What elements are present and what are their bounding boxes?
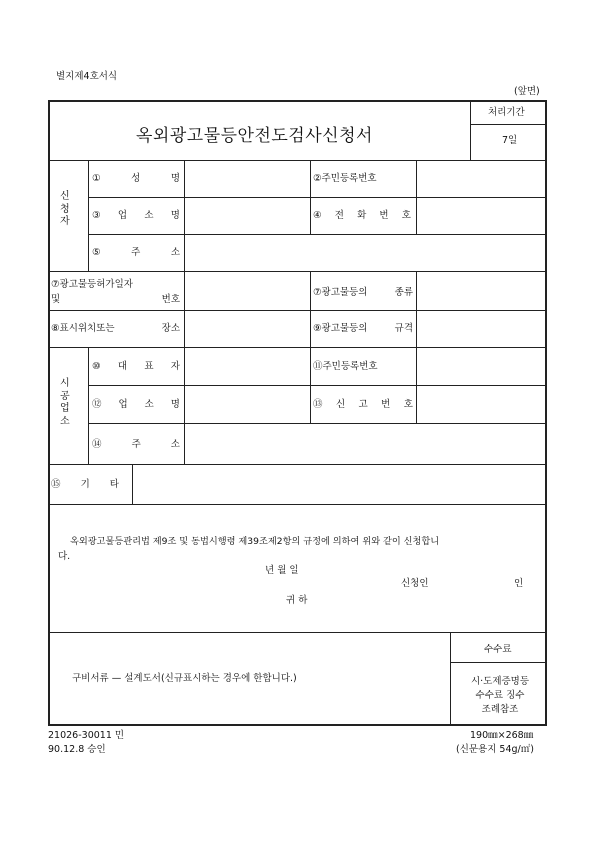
label-number: ③ [92,210,101,221]
other-label [51,480,119,490]
contractor-business-label [92,400,180,410]
label-number: ⑭ [92,439,102,450]
label-number: ⑤ [92,247,101,258]
permit-date-number-field[interactable] [186,273,309,309]
applicant-rrn-field[interactable] [418,162,544,196]
form-code: 21026-30011 민 [48,730,125,741]
ad-type-field[interactable] [418,273,544,309]
fee-label: 수수료 [484,644,512,655]
application-statement-cont: 다. [58,551,71,562]
vrule-contractor-group [88,347,89,464]
processing-divider [470,100,471,160]
front-side-label: (앞면) [514,86,540,97]
vrule-mid-2 [416,160,417,234]
applicant-address-label [92,248,180,258]
date-line: 년 월 일 [265,565,299,576]
label-char: 소 [144,399,154,410]
contractor-rrn-label: ⑪주민등록번호 [313,361,378,372]
vrule-fee [450,632,451,724]
group-char: 공 [60,390,70,402]
contractor-registration-label [313,400,413,410]
processing-period-value: 7일 [502,135,518,146]
form-title: 옥외광고물등안전도검사신청서 [136,126,373,146]
label-number: ① [92,173,101,184]
label-char: 타 [109,479,119,490]
form-number-label: 별지제4호서식 [56,71,118,82]
label-number: ⑩ [92,361,101,372]
label-part: ⑧표시위치또는 [51,323,115,334]
vrule-mid-5 [310,347,311,423]
label-part: 및 [51,294,61,305]
contractor-rep-label [92,362,180,372]
label-number: ⑮ [51,479,61,490]
vrule-mid-4 [416,271,417,347]
rule-8 [88,423,546,424]
label-char: 업 [118,399,128,410]
fee-line: 조례참조 [481,704,519,715]
label-char: 자 [170,361,180,372]
location-field[interactable] [186,312,309,346]
label-char: 명 [170,210,180,221]
applicant-business-label [92,211,180,221]
vrule-mid-6 [416,347,417,423]
frame-bottom [48,724,547,726]
label-char: 화 [357,210,367,221]
paper-size: 190㎜×268㎜ [470,730,534,741]
label-char: 신 [335,399,346,410]
applicant-name-field[interactable] [186,162,309,196]
label-char: 표 [144,361,154,372]
ad-size-field[interactable] [418,312,544,346]
contractor-address-label [92,440,180,450]
label-char: 전 [334,210,344,221]
contractor-registration-field[interactable] [418,387,544,422]
applicant-phone-field[interactable] [418,199,544,233]
rule-fee [450,662,546,663]
ad-type-label [313,288,413,298]
fee-details [460,675,540,717]
label-char: 번 [379,210,389,221]
label-char: 기 [80,479,90,490]
frame-top [48,100,547,102]
label-char: 소 [144,210,154,221]
rule-1 [48,160,546,161]
rule-10 [48,504,546,505]
applicant-sign-label: 신청인 [401,578,429,589]
label-char: 호 [403,399,413,410]
vrule-mid-1 [310,160,311,234]
label-char: 주 [131,439,141,450]
label-number: ⑬ [313,399,323,410]
label-part: 종류 [394,287,413,298]
vrule-label-col [184,160,185,464]
other-field[interactable] [134,466,544,503]
applicant-sign-field[interactable] [435,574,510,592]
label-char: 명 [170,399,180,410]
applicant-name-label [92,174,180,184]
rule-3 [88,234,546,235]
label-char: 성 [131,173,141,184]
rule-6 [48,347,546,348]
label-char: 소 [170,247,180,258]
label-part: 장소 [161,323,180,334]
contractor-address-field[interactable] [186,425,544,463]
group-char: 업 [60,403,70,414]
fee-line: 수수료 징수 [475,690,525,701]
addressee-label: 귀 하 [286,595,308,606]
vrule-mid-3 [310,271,311,347]
label-number: ⑫ [92,399,102,410]
ad-size-label [313,324,413,334]
label-char: 명 [170,173,180,184]
application-statement: 옥외광고물등관리법 제9조 및 동법시행령 제39조제2항의 규정에 의하여 위와 같이 신청합니 [70,536,440,547]
label-part: ⑦광고물등의 [313,287,368,298]
contractor-rrn-field[interactable] [418,349,544,384]
location-label [51,324,180,334]
rule-11 [48,632,546,633]
label-part: ⑨광고물등의 [313,323,368,334]
label-part: 규격 [394,323,413,334]
applicant-phone-label [313,211,411,221]
rule-9 [48,464,546,465]
label-char: 업 [117,210,128,221]
applicant-business-field[interactable] [186,199,309,233]
rule-7 [88,385,546,386]
label-char: 번 [381,399,391,410]
rule-2 [88,197,546,198]
label-char: 호 [401,210,411,221]
group-char: 신 [60,191,70,202]
rule-4 [48,271,546,272]
label-char: 주 [131,247,141,258]
label-char: 소 [170,439,180,450]
applicant-rrn-label: ②주민등록번호 [313,173,377,184]
group-char: 시 [60,378,70,389]
paper-type: (신문용지 54g/㎡) [456,744,534,755]
group-char: 청 [60,203,70,215]
group-char: 자 [60,216,70,227]
contractor-business-field[interactable] [186,387,309,422]
permit-label-line1: ⑦광고물등허가일자 [51,279,133,290]
vrule-other [132,464,133,504]
label-char: 고 [358,399,368,410]
required-documents: 구비서류 — 설계도서(신규표시하는 경우에 한합니다.) [72,673,297,684]
seal-label: 인 [514,578,524,589]
rule-5 [48,310,546,311]
processing-divider-h [470,124,546,125]
group-char: 소 [60,415,70,427]
permit-label-line2 [51,295,180,305]
approval-date: 90.12.8 승인 [48,744,106,755]
processing-period-label: 처리기간 [488,107,525,118]
vrule-applicant-group [88,160,89,271]
contractor-group-label [60,378,70,428]
label-number: ④ [313,210,322,221]
applicant-group-label [60,191,70,229]
label-char: 대 [117,361,128,372]
applicant-address-field[interactable] [186,236,544,270]
fee-line: 시·도제증명등 [470,676,530,687]
label-part: 번호 [161,294,180,305]
contractor-rep-field[interactable] [186,349,309,384]
